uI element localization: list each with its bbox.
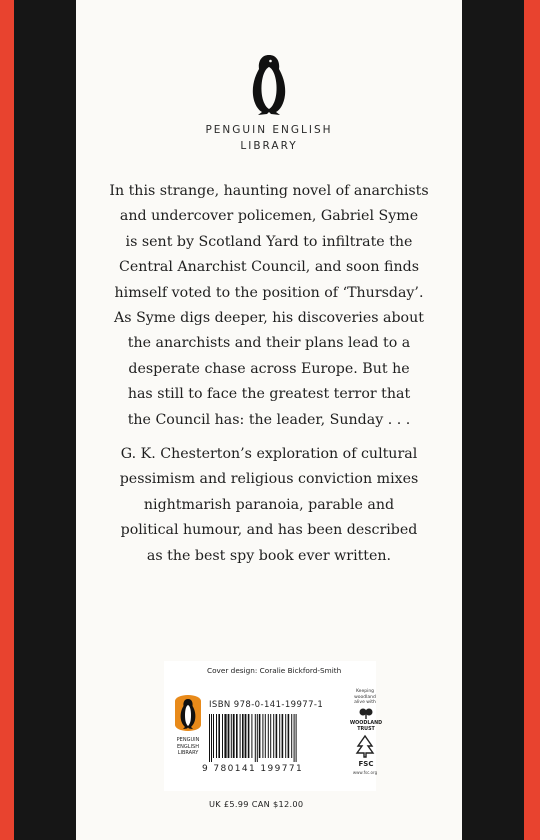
barcode-bar xyxy=(218,714,220,758)
barcode-bar xyxy=(245,714,247,758)
barcode-bar xyxy=(255,714,256,762)
penguin-mini-logo-icon xyxy=(175,695,201,731)
barcode-bar xyxy=(291,714,292,758)
blurb-paragraph-1 xyxy=(96,179,442,433)
fsc-url: www.fsc.org xyxy=(352,770,378,775)
barcode-bar xyxy=(213,714,214,758)
left-black-band xyxy=(14,0,76,840)
fsc-label: FSC xyxy=(358,760,374,768)
barcode-bar xyxy=(233,714,235,758)
blurb-line: the Council has: the leader, Sunday . . . xyxy=(127,411,411,428)
barcode-bar xyxy=(296,714,297,762)
blurb-line: himself voted to the position of ‘Thursday’. xyxy=(114,284,424,301)
barcode-bar xyxy=(224,714,226,758)
blurb-line: the anarchists and their plans lead to a xyxy=(127,335,411,352)
barcode-bar xyxy=(273,714,274,758)
barcode-bar xyxy=(285,714,286,758)
barcode-bar xyxy=(242,714,244,758)
blurb-line: Central Anarchist Council, and soon finds xyxy=(119,259,419,276)
barcode-bar xyxy=(294,714,295,762)
blurb-line: desperate chase across Europe. But he xyxy=(128,360,410,377)
barcode-bar xyxy=(288,714,290,758)
barcode-digits: 9 780141 199771 xyxy=(202,764,304,774)
woodland-name-line: TRUST xyxy=(357,727,375,732)
mini-imprint-line: PENGUIN xyxy=(176,737,200,743)
barcode-bar xyxy=(216,714,217,758)
barcode-bar xyxy=(222,714,223,758)
blurb-line: pessimism and religious conviction mixes xyxy=(119,471,419,488)
right-red-edge xyxy=(524,0,540,840)
price-label: UK £5.99 CAN $12.00 xyxy=(209,799,304,809)
woodland-name-line: WOODLAND xyxy=(349,721,383,726)
fsc-tree-icon xyxy=(353,734,377,758)
blurb-line: political humour, and has been described xyxy=(120,522,418,539)
mini-imprint xyxy=(169,737,207,757)
back-cover-page xyxy=(76,0,462,840)
woodland-caption-line: woodland xyxy=(354,694,376,700)
mini-imprint-line: ENGLISH xyxy=(177,743,199,750)
blurb-line: In this strange, haunting novel of anarchists xyxy=(109,183,429,199)
barcode-bar xyxy=(211,714,212,762)
blurb-line: As Syme digs deeper, his discoveries about xyxy=(114,310,424,327)
woodland-caption-line: alive with xyxy=(354,700,376,706)
penguin-logo-icon xyxy=(246,52,292,118)
barcode-bar xyxy=(236,714,238,758)
barcode-bar xyxy=(276,714,278,758)
blurb-paragraph-2 xyxy=(96,442,442,569)
mini-imprint-line: LIBRARY xyxy=(177,750,199,756)
barcode-bar xyxy=(248,714,250,758)
woodland-caption-line: Keeping xyxy=(355,689,375,694)
woodland-trust-name xyxy=(344,721,388,733)
barcode-bar xyxy=(282,714,284,758)
blurb-line: G. K. Chesterton’s exploration of cultural xyxy=(120,446,418,462)
cover-credit: Cover design: Coralie Bickford-Smith xyxy=(207,666,342,675)
woodland-trust-icon xyxy=(358,707,374,719)
barcode-bar xyxy=(270,714,271,758)
blurb-line: nightmarish paranoia, parable and xyxy=(143,496,395,513)
barcode-icon xyxy=(209,714,335,762)
imprint-name xyxy=(76,122,462,154)
barcode-bar xyxy=(209,714,210,762)
imprint-line-1: PENGUIN ENGLISH xyxy=(205,124,333,136)
imprint-line-2: LIBRARY xyxy=(240,140,298,152)
barcode-bar xyxy=(259,714,261,758)
blurb-line: has still to face the greatest terror that xyxy=(127,386,411,403)
blurb-line: and undercover policemen, Gabriel Syme xyxy=(119,208,419,225)
woodland-caption xyxy=(346,689,384,706)
barcode-bar xyxy=(240,714,241,758)
isbn-number: ISBN 978-0-141-19977-1 xyxy=(209,700,324,710)
barcode-bar xyxy=(231,714,232,758)
barcode-bar xyxy=(228,714,230,758)
blurb-line: is sent by Scotland Yard to infiltrate the xyxy=(125,233,413,250)
left-red-edge xyxy=(0,0,14,840)
barcode-bar xyxy=(279,714,280,758)
barcode-bar xyxy=(268,714,269,758)
barcode-bar xyxy=(262,714,263,758)
barcode-bar xyxy=(265,714,266,758)
right-black-band xyxy=(462,0,524,840)
barcode-bar xyxy=(257,714,258,762)
barcode-bar xyxy=(251,714,252,758)
blurb-line: as the best spy book ever written. xyxy=(146,547,392,564)
